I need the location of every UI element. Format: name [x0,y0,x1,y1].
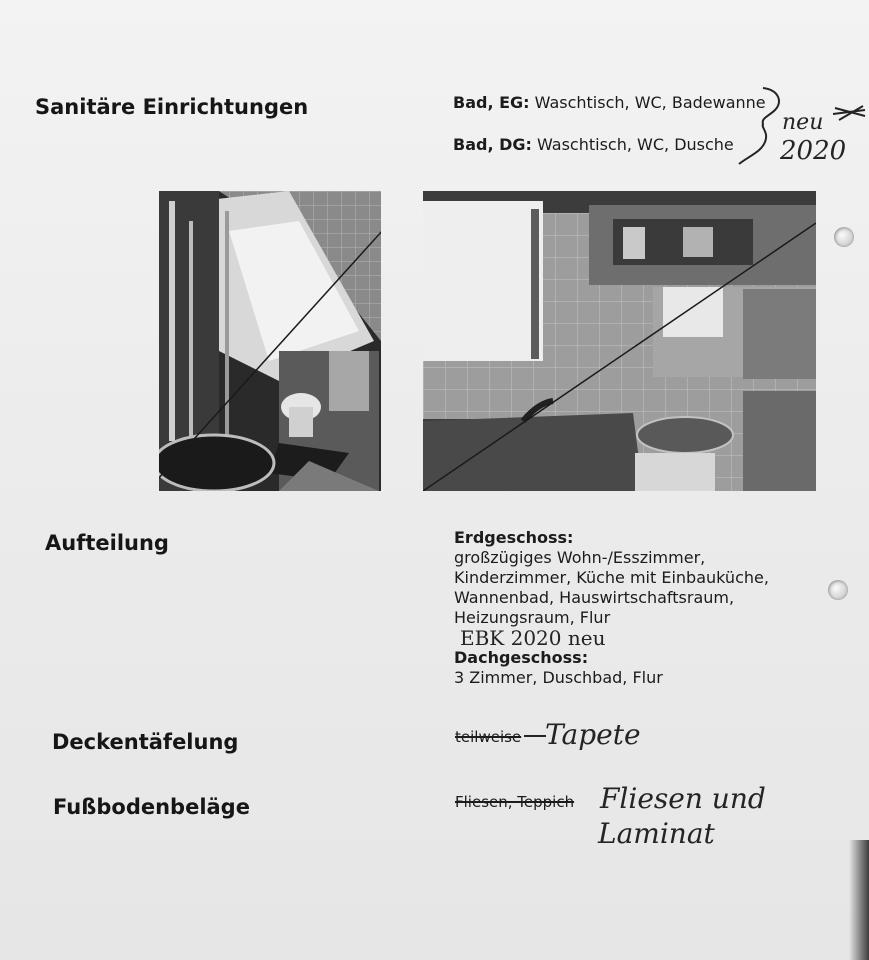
handnote-ebk: EBK 2020 neu [460,626,606,650]
bad-eg-text: Waschtisch, WC, Badewanne [529,93,766,112]
boden-printed-struck: Fliesen, Teppich [455,793,575,811]
bathroom-photo-right [423,191,816,491]
erdgeschoss-block [454,528,769,628]
dachgeschoss-line: 3 Zimmer, Duschbad, Flur [454,668,663,687]
bathroom-photo-left [159,191,381,491]
boden-label: Fußbodenbeläge [53,795,250,819]
erdgeschoss-line: Wannenbad, Hauswirtschaftsraum, [454,588,735,607]
dachgeschoss-title: Dachgeschoss: [454,648,589,667]
binder-hole [834,227,854,247]
decke-label: Deckentäfelung [52,730,239,754]
bad-eg-label: Bad, EG: [453,93,530,112]
handnote-laminat: Laminat [598,817,715,850]
handnote-neu: neu [782,110,824,135]
erdgeschoss-line: Kinderzimmer, Küche mit Einbauküche, [454,568,769,587]
bad-dg-label: Bad, DG: [453,135,532,154]
binder-hole [828,580,848,600]
handnote-2020: 2020 [780,136,847,166]
aufteilung-label: Aufteilung [45,531,169,555]
decke-printed-struck: teilweise [455,728,522,746]
handnote-fliesen-und: Fliesen und [600,782,766,815]
sanitaer-label: Sanitäre Einrichtungen [35,95,309,119]
show-through-text [0,62,5,83]
bad-eg-line [453,93,766,113]
erdgeschoss-line: großzügiges Wohn-/Esszimmer, [454,548,706,567]
bad-dg-text: Waschtisch, WC, Dusche [531,135,734,154]
erdgeschoss-line: Heizungsraum, Flur [454,608,611,627]
dachgeschoss-block [454,648,663,688]
bad-dg-line [453,135,734,155]
erdgeschoss-title: Erdgeschoss: [454,528,574,547]
handnote-tapete: Tapete [545,718,641,751]
page-edge-shadow [849,840,869,960]
strike-extension [524,733,546,739]
